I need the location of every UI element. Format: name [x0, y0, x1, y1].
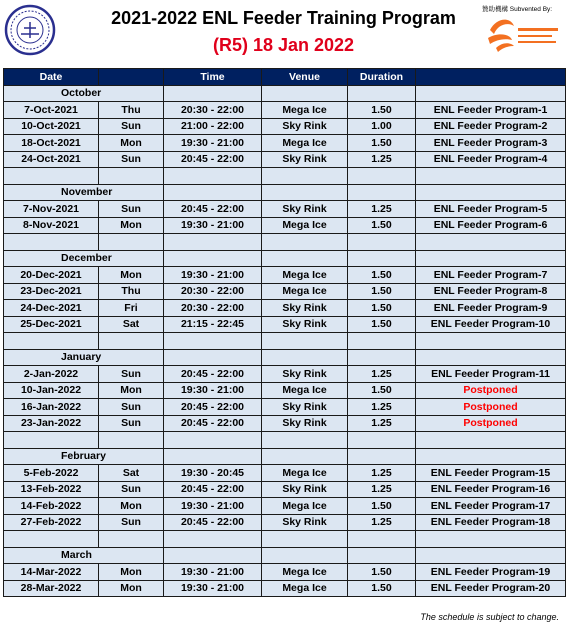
day-cell: Fri — [99, 300, 164, 317]
duration-cell: 1.25 — [348, 514, 416, 531]
program-cell: ENL Feeder Program-16 — [416, 481, 566, 498]
lcsd-logo — [482, 4, 562, 54]
time-cell: 21:00 - 22:00 — [164, 118, 262, 135]
program-cell: ENL Feeder Program-17 — [416, 498, 566, 515]
empty-cell — [348, 432, 416, 449]
day-cell: Mon — [99, 498, 164, 515]
duration-cell: 1.25 — [348, 151, 416, 168]
empty-cell — [164, 234, 262, 251]
empty-cell — [262, 531, 348, 548]
empty-cell — [262, 432, 348, 449]
duration-cell: 1.50 — [348, 564, 416, 581]
time-cell: 19:30 - 21:00 — [164, 382, 262, 399]
empty-cell — [416, 349, 566, 366]
time-cell: 20:45 - 22:00 — [164, 415, 262, 432]
venue-cell: Mega Ice — [262, 382, 348, 399]
empty-cell — [262, 547, 348, 564]
venue-cell: Mega Ice — [262, 267, 348, 284]
time-cell: 19:30 - 21:00 — [164, 135, 262, 152]
time-cell: 20:45 - 22:00 — [164, 514, 262, 531]
time-cell: 20:45 - 22:00 — [164, 201, 262, 218]
empty-cell — [416, 333, 566, 350]
schedule-row — [4, 217, 566, 234]
empty-cell — [164, 184, 262, 201]
empty-cell — [164, 168, 262, 185]
day-cell: Mon — [99, 267, 164, 284]
day-cell: Sun — [99, 399, 164, 416]
day-cell: Thu — [99, 283, 164, 300]
time-cell: 19:30 - 21:00 — [164, 498, 262, 515]
day-cell: Sat — [99, 465, 164, 482]
column-header-time: Time — [164, 69, 262, 86]
program-cell: Postponed — [416, 415, 566, 432]
column-header-venue: Venue — [262, 69, 348, 86]
empty-cell — [348, 531, 416, 548]
schedule-row — [4, 382, 566, 399]
duration-cell: 1.50 — [348, 267, 416, 284]
empty-cell — [164, 531, 262, 548]
empty-cell — [99, 531, 164, 548]
venue-cell: Mega Ice — [262, 102, 348, 119]
month-label: March — [4, 547, 164, 564]
venue-cell: Mega Ice — [262, 580, 348, 597]
schedule-row — [4, 300, 566, 317]
venue-cell: Mega Ice — [262, 217, 348, 234]
empty-cell — [262, 250, 348, 267]
venue-cell: Sky Rink — [262, 514, 348, 531]
page-title: 2021-2022 ENL Feeder Training Program — [111, 8, 456, 28]
program-cell: ENL Feeder Program-18 — [416, 514, 566, 531]
schedule-row — [4, 201, 566, 218]
time-cell: 19:30 - 21:00 — [164, 217, 262, 234]
time-cell: 20:30 - 22:00 — [164, 102, 262, 119]
empty-cell — [348, 448, 416, 465]
month-label: November — [4, 184, 164, 201]
program-cell: ENL Feeder Program-5 — [416, 201, 566, 218]
empty-cell — [164, 547, 262, 564]
duration-cell: 1.50 — [348, 498, 416, 515]
empty-cell — [416, 250, 566, 267]
venue-cell: Sky Rink — [262, 118, 348, 135]
empty-cell — [262, 333, 348, 350]
venue-cell: Sky Rink — [262, 316, 348, 333]
empty-cell — [99, 333, 164, 350]
month-label: January — [4, 349, 164, 366]
day-cell: Sun — [99, 366, 164, 383]
day-cell: Sun — [99, 481, 164, 498]
empty-cell — [4, 333, 99, 350]
date-cell: 8-Nov-2021 — [4, 217, 99, 234]
date-cell: 27-Feb-2022 — [4, 514, 99, 531]
date-cell: 2-Jan-2022 — [4, 366, 99, 383]
day-cell: Sun — [99, 118, 164, 135]
schedule-row — [4, 465, 566, 482]
empty-cell — [164, 250, 262, 267]
time-cell: 19:30 - 20:45 — [164, 465, 262, 482]
time-cell: 19:30 - 21:00 — [164, 267, 262, 284]
duration-cell: 1.50 — [348, 102, 416, 119]
time-cell: 20:45 - 22:00 — [164, 481, 262, 498]
time-cell: 21:15 - 22:45 — [164, 316, 262, 333]
date-cell: 20-Dec-2021 — [4, 267, 99, 284]
program-cell: ENL Feeder Program-11 — [416, 366, 566, 383]
schedule-table — [3, 68, 566, 597]
spacer-row — [4, 531, 566, 548]
date-cell: 10-Oct-2021 — [4, 118, 99, 135]
venue-cell: Mega Ice — [262, 465, 348, 482]
empty-cell — [348, 250, 416, 267]
program-cell: ENL Feeder Program-10 — [416, 316, 566, 333]
day-cell: Sun — [99, 415, 164, 432]
venue-cell: Sky Rink — [262, 366, 348, 383]
spacer-row — [4, 432, 566, 449]
date-cell: 14-Feb-2022 — [4, 498, 99, 515]
spacer-row — [4, 168, 566, 185]
program-cell: ENL Feeder Program-3 — [416, 135, 566, 152]
empty-cell — [416, 432, 566, 449]
date-cell: 16-Jan-2022 — [4, 399, 99, 416]
venue-cell: Sky Rink — [262, 300, 348, 317]
empty-cell — [164, 448, 262, 465]
column-header-program — [416, 69, 566, 86]
empty-cell — [416, 448, 566, 465]
schedule-row — [4, 514, 566, 531]
empty-cell — [262, 448, 348, 465]
empty-cell — [416, 234, 566, 251]
venue-cell: Sky Rink — [262, 399, 348, 416]
program-cell: ENL Feeder Program-6 — [416, 217, 566, 234]
program-cell: Postponed — [416, 382, 566, 399]
date-cell: 24-Dec-2021 — [4, 300, 99, 317]
empty-cell — [348, 349, 416, 366]
program-cell: ENL Feeder Program-8 — [416, 283, 566, 300]
revision-date: (R5) 18 Jan 2022 — [212, 35, 355, 55]
schedule-row — [4, 498, 566, 515]
duration-cell: 1.25 — [348, 366, 416, 383]
empty-cell — [4, 168, 99, 185]
empty-cell — [4, 531, 99, 548]
duration-cell: 1.25 — [348, 415, 416, 432]
date-cell: 24-Oct-2021 — [4, 151, 99, 168]
schedule-row — [4, 316, 566, 333]
time-cell: 20:30 - 22:00 — [164, 283, 262, 300]
month-label: October — [4, 85, 164, 102]
time-cell: 20:45 - 22:00 — [164, 399, 262, 416]
day-cell: Thu — [99, 102, 164, 119]
schedule-row — [4, 135, 566, 152]
day-cell: Sun — [99, 201, 164, 218]
day-cell: Mon — [99, 382, 164, 399]
program-cell: ENL Feeder Program-7 — [416, 267, 566, 284]
date-cell: 23-Jan-2022 — [4, 415, 99, 432]
schedule-row — [4, 102, 566, 119]
date-cell: 25-Dec-2021 — [4, 316, 99, 333]
day-cell: Sun — [99, 514, 164, 531]
empty-cell — [164, 349, 262, 366]
time-cell: 20:45 - 22:00 — [164, 151, 262, 168]
schedule-row — [4, 267, 566, 284]
empty-cell — [348, 168, 416, 185]
program-cell: ENL Feeder Program-15 — [416, 465, 566, 482]
month-label: February — [4, 448, 164, 465]
footer-note: The schedule is subject to change. — [420, 612, 559, 622]
empty-cell — [262, 184, 348, 201]
empty-cell — [4, 234, 99, 251]
duration-cell: 1.50 — [348, 135, 416, 152]
duration-cell: 1.25 — [348, 481, 416, 498]
empty-cell — [164, 85, 262, 102]
month-label: December — [4, 250, 164, 267]
program-cell: ENL Feeder Program-2 — [416, 118, 566, 135]
day-cell: Sat — [99, 316, 164, 333]
duration-cell: 1.50 — [348, 300, 416, 317]
venue-cell: Sky Rink — [262, 481, 348, 498]
column-header-date: Date — [4, 69, 99, 86]
date-cell: 7-Nov-2021 — [4, 201, 99, 218]
day-cell: Mon — [99, 217, 164, 234]
venue-cell: Sky Rink — [262, 151, 348, 168]
date-cell: 14-Mar-2022 — [4, 564, 99, 581]
month-row — [4, 547, 566, 564]
duration-cell: 1.25 — [348, 399, 416, 416]
program-cell: ENL Feeder Program-19 — [416, 564, 566, 581]
venue-cell: Mega Ice — [262, 283, 348, 300]
program-cell: ENL Feeder Program-9 — [416, 300, 566, 317]
duration-cell: 1.50 — [348, 217, 416, 234]
day-cell: Mon — [99, 564, 164, 581]
month-row — [4, 349, 566, 366]
duration-cell: 1.50 — [348, 382, 416, 399]
date-cell: 23-Dec-2021 — [4, 283, 99, 300]
subvention-text: 贊助機構 Subvented By: — [482, 6, 553, 13]
empty-cell — [348, 184, 416, 201]
date-cell: 5-Feb-2022 — [4, 465, 99, 482]
empty-cell — [99, 432, 164, 449]
empty-cell — [348, 547, 416, 564]
empty-cell — [164, 333, 262, 350]
empty-cell — [416, 531, 566, 548]
empty-cell — [416, 547, 566, 564]
program-cell: ENL Feeder Program-4 — [416, 151, 566, 168]
date-cell: 13-Feb-2022 — [4, 481, 99, 498]
schedule-row — [4, 564, 566, 581]
date-cell: 18-Oct-2021 — [4, 135, 99, 152]
date-cell: 10-Jan-2022 — [4, 382, 99, 399]
empty-cell — [262, 234, 348, 251]
empty-cell — [262, 349, 348, 366]
program-cell: Postponed — [416, 399, 566, 416]
column-header-day — [99, 69, 164, 86]
empty-cell — [99, 234, 164, 251]
venue-cell: Mega Ice — [262, 498, 348, 515]
empty-cell — [262, 85, 348, 102]
duration-cell: 1.50 — [348, 580, 416, 597]
day-cell: Sun — [99, 151, 164, 168]
time-cell: 19:30 - 21:00 — [164, 580, 262, 597]
time-cell: 20:30 - 22:00 — [164, 300, 262, 317]
schedule-row — [4, 118, 566, 135]
day-cell: Mon — [99, 580, 164, 597]
spacer-row — [4, 333, 566, 350]
empty-cell — [262, 168, 348, 185]
empty-cell — [99, 168, 164, 185]
month-row — [4, 250, 566, 267]
program-cell: ENL Feeder Program-20 — [416, 580, 566, 597]
month-row — [4, 184, 566, 201]
venue-cell: Mega Ice — [262, 564, 348, 581]
empty-cell — [416, 184, 566, 201]
schedule-row — [4, 366, 566, 383]
schedule-row — [4, 580, 566, 597]
empty-cell — [348, 85, 416, 102]
venue-cell: Sky Rink — [262, 201, 348, 218]
column-header-duration: Duration — [348, 69, 416, 86]
schedule-row — [4, 151, 566, 168]
month-row — [4, 85, 566, 102]
duration-cell: 1.00 — [348, 118, 416, 135]
venue-cell: Sky Rink — [262, 415, 348, 432]
date-cell: 7-Oct-2021 — [4, 102, 99, 119]
schedule-row — [4, 415, 566, 432]
spacer-row — [4, 234, 566, 251]
schedule-row — [4, 399, 566, 416]
schedule-row — [4, 283, 566, 300]
empty-cell — [4, 432, 99, 449]
empty-cell — [164, 432, 262, 449]
empty-cell — [416, 168, 566, 185]
empty-cell — [348, 234, 416, 251]
schedule-row — [4, 481, 566, 498]
month-row — [4, 448, 566, 465]
day-cell: Mon — [99, 135, 164, 152]
program-cell: ENL Feeder Program-1 — [416, 102, 566, 119]
time-cell: 19:30 - 21:00 — [164, 564, 262, 581]
date-cell: 28-Mar-2022 — [4, 580, 99, 597]
empty-cell — [348, 333, 416, 350]
venue-cell: Mega Ice — [262, 135, 348, 152]
duration-cell: 1.25 — [348, 465, 416, 482]
duration-cell: 1.25 — [348, 201, 416, 218]
duration-cell: 1.50 — [348, 283, 416, 300]
time-cell: 20:45 - 22:00 — [164, 366, 262, 383]
empty-cell — [416, 85, 566, 102]
table-header-row — [4, 69, 566, 86]
duration-cell: 1.50 — [348, 316, 416, 333]
